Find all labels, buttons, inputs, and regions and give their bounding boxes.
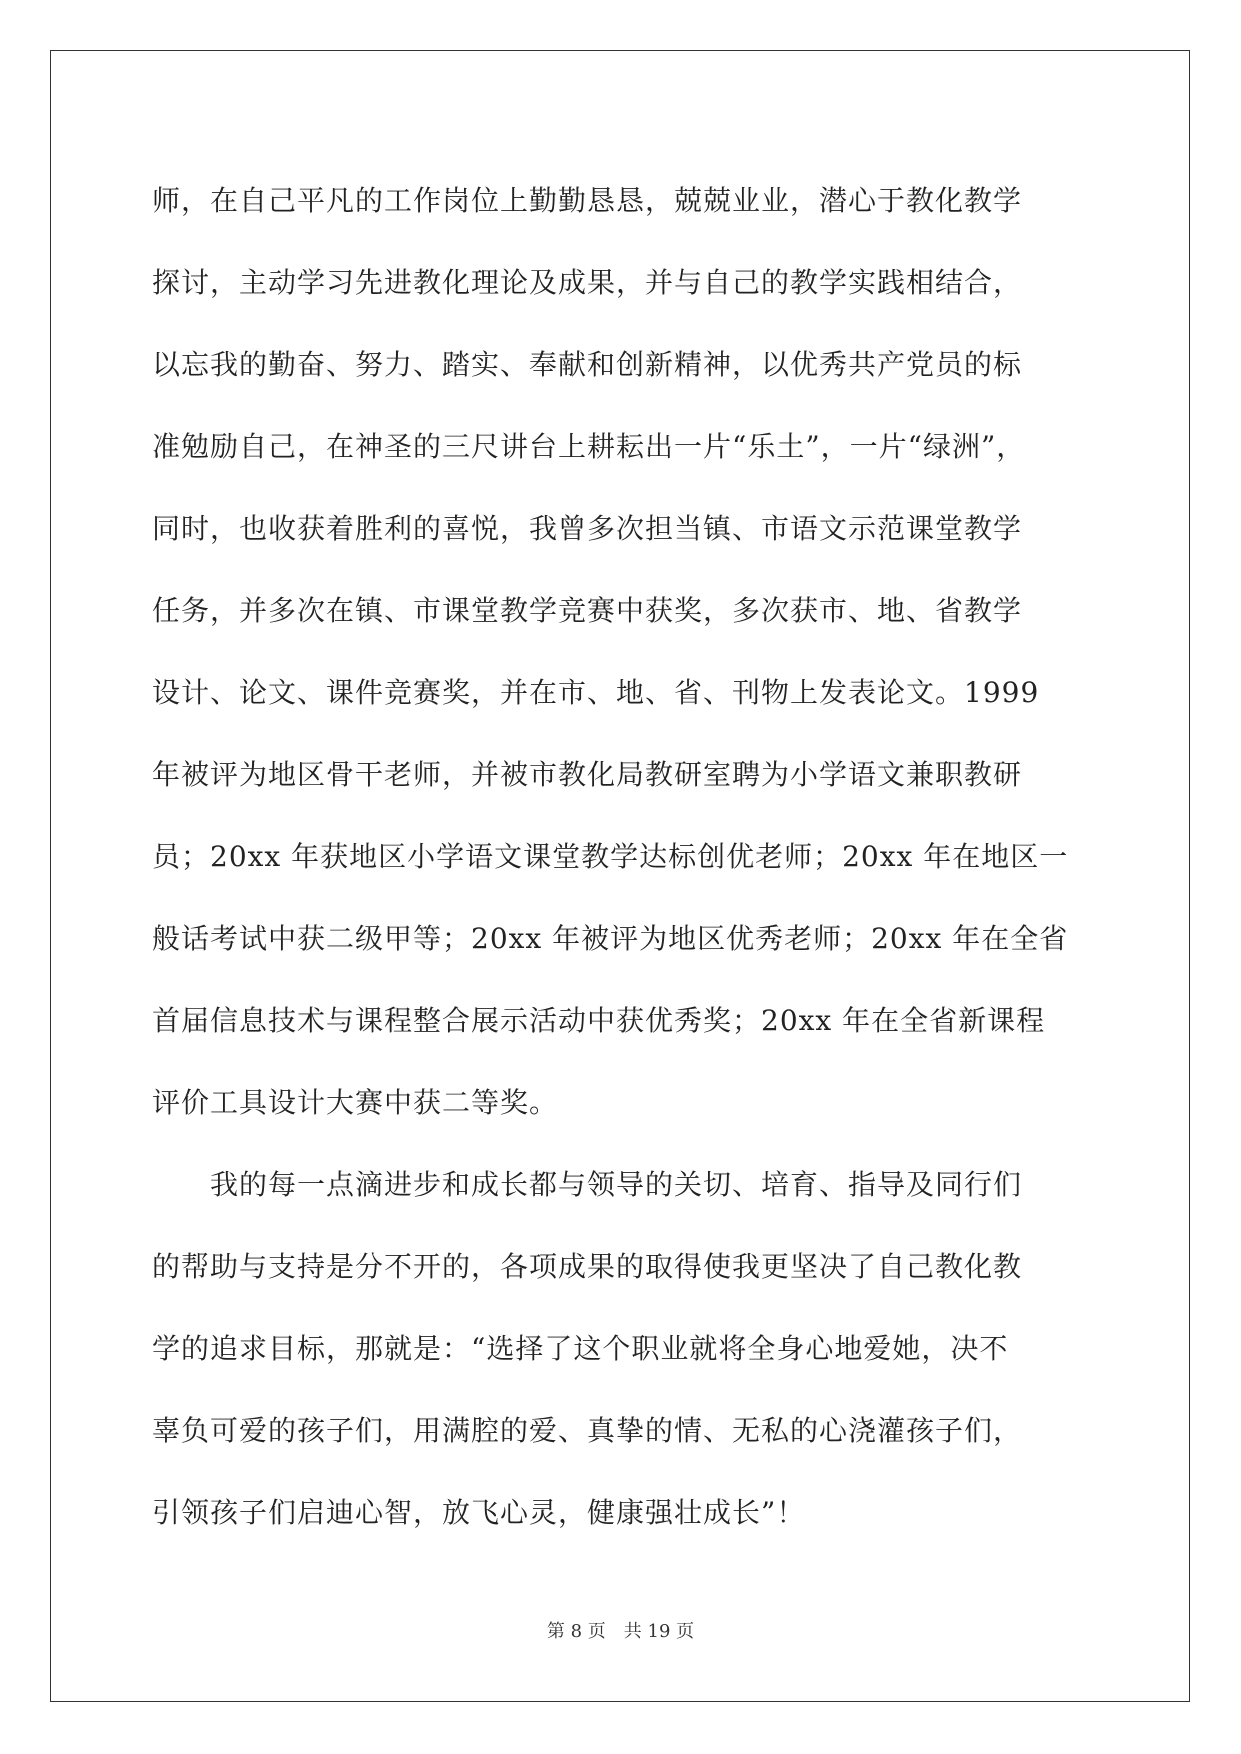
text-line: 设计、论文、课件竞赛奖，并在市、地、省、刊物上发表论文。1999 [152,676,1040,709]
page-number: 第 8 页 共 19 页 [546,1621,695,1642]
text-line: 同时，也收获着胜利的喜悦，我曾多次担当镇、市语文示范课堂教学 [152,512,1023,545]
text-line: 年被评为地区骨干老师，并被市教化局教研室聘为小学语文兼职教研 [152,758,1023,791]
text-line: 评价工具设计大赛中获二等奖。 [152,1086,559,1119]
text-line: 任务，并多次在镇、市课堂教学竞赛中获奖，多次获市、地、省教学 [152,594,1023,627]
text-line: 般话考试中获二级甲等；20xx 年被评为地区优秀老师；20xx 年在全省 [152,922,1069,955]
text-line: 辜负可爱的孩子们，用满腔的爱、真挚的情、无私的心浇灌孩子们， [152,1414,1023,1447]
text-line: 引领孩子们启迪心智，放飞心灵，健康强壮成长”！ [152,1496,806,1529]
text-line: 师，在自己平凡的工作岗位上勤勤恳恳，兢兢业业，潜心于教化教学 [152,184,1023,217]
text-line: 学的追求目标，那就是：“选择了这个职业就将全身心地爱她，决不 [152,1332,1009,1365]
text-line: 准勉励自己，在神圣的三尺讲台上耕耘出一片“乐土”，一片“绿洲”， [152,430,1026,463]
text-line: 以忘我的勤奋、努力、踏实、奉献和创新精神，以优秀共产党员的标 [152,348,1023,381]
text-line: 我的每一点滴进步和成长都与领导的关切、培育、指导及同行们 [152,1168,1023,1201]
text-line: 员；20xx 年获地区小学语文课堂教学达标创优老师；20xx 年在地区一 [152,840,1069,873]
text-line: 的帮助与支持是分不开的，各项成果的取得使我更坚决了自己教化教 [152,1250,1023,1283]
document-body [152,160,1092,1554]
text-line: 首届信息技术与课程整合展示活动中获优秀奖；20xx 年在全省新课程 [152,1004,1046,1037]
text-line: 探讨，主动学习先进教化理论及成果，并与自己的教学实践相结合， [152,266,1023,299]
